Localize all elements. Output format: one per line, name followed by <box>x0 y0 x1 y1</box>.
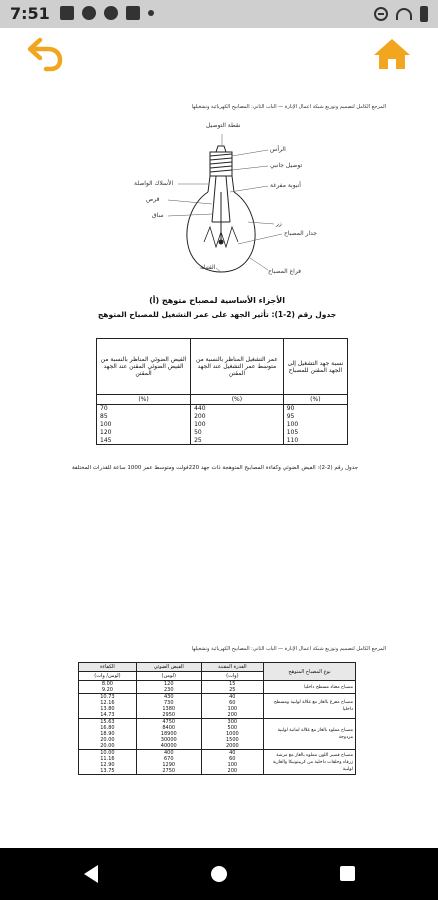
nav-recent-icon[interactable] <box>340 866 355 881</box>
table-row <box>97 437 348 445</box>
table2-header: القدرة المقننة <box>201 663 263 672</box>
status-time: 7:51 <box>10 4 50 23</box>
table1-unit: (%) <box>191 395 284 405</box>
label-tube: أنبوبة مفرغة <box>270 182 301 189</box>
dot-icon <box>148 10 154 16</box>
table-cell: 100 <box>201 762 263 768</box>
table-cell: 670 <box>136 756 201 762</box>
table-cell: 60 <box>201 756 263 762</box>
notification-icons <box>60 6 154 20</box>
table1-header: نسبة جهد التشغيل إلى الجهد المقنن للمصباح <box>283 339 347 395</box>
table-cell: 30000 <box>136 737 201 743</box>
table-cell: 25 <box>201 687 263 694</box>
table1-unit: (%) <box>283 395 347 405</box>
image-icon <box>126 6 140 20</box>
app-bar <box>0 28 438 80</box>
table2-header: الكفاءة <box>79 663 137 672</box>
table-cell: 100 <box>201 706 263 712</box>
table-cell: 430 <box>136 694 201 701</box>
table-cell: 15 <box>201 681 263 688</box>
table-cell: 13.80 <box>79 706 137 712</box>
undo-arrow-icon <box>26 36 66 72</box>
back-button[interactable] <box>26 36 66 72</box>
wifi-icon <box>396 8 412 20</box>
table-cell: 230 <box>136 687 201 694</box>
table-cell: 40 <box>201 750 263 757</box>
table-cell: 120 <box>136 681 201 688</box>
table-row <box>97 413 348 421</box>
label-conductor: توصيل جانبي <box>270 162 303 169</box>
nav-back-icon[interactable] <box>84 865 98 883</box>
label-head: الرأس <box>270 146 286 153</box>
table-cell: 730 <box>136 700 201 706</box>
label-leads: الأسلاك الواصلة <box>134 180 174 187</box>
dnd-icon <box>374 7 388 21</box>
table2-header: نوع المصباح المتوهج <box>264 663 356 681</box>
table-cell: 100 <box>283 421 347 429</box>
settings-icon <box>82 6 96 20</box>
system-icons <box>374 6 428 22</box>
table-cell: 9.20 <box>79 687 137 694</box>
table1-header: عمر التشغيل المناظر بالنسبة من متوسط عمر التشغيل عند الجهد المقنن <box>191 339 284 395</box>
table-cell: 145 <box>97 437 191 445</box>
table-cell: 11.16 <box>79 756 137 762</box>
table-cell: 4750 <box>136 719 201 726</box>
document-page <box>48 96 386 836</box>
table2-caption: جدول رقم (2-2): الفيض الضوئي وكفاءة المصابيح المتوهجة ذات جهد 220فولت ومتوسط عمر 1000 ساعة للقدرات المختلفة <box>71 465 358 471</box>
table-cell: 1500 <box>201 737 263 743</box>
nav-home-icon[interactable] <box>211 866 227 882</box>
battery-icon <box>420 6 428 22</box>
app-icon <box>104 6 118 20</box>
table1-header: الفيض الضوئي المناظر بالنسبة من الفيض الضوئي المقنن عند الجهد المقنن <box>97 339 191 395</box>
table-cell: 20.00 <box>79 737 137 743</box>
table2-unit: (وات) <box>201 672 263 681</box>
table-cell: 2950 <box>136 712 201 719</box>
table-row <box>97 421 348 429</box>
home-button[interactable] <box>372 36 412 72</box>
table-cell: 2750 <box>136 768 201 775</box>
label-stem: ساق <box>152 212 164 219</box>
table2-header: الفيض الضوئي <box>136 663 201 672</box>
table2-unit: (لومن) <box>136 672 201 681</box>
table-row <box>97 405 348 413</box>
table-cell: 1000 <box>201 731 263 737</box>
table-cell: 85 <box>97 413 191 421</box>
lamp-efficacy-table <box>78 662 356 775</box>
system-nav-bar <box>0 848 438 900</box>
table-cell: 200 <box>191 413 284 421</box>
table-cell: 16.80 <box>79 725 137 731</box>
table2-unit: (لومن/ وات) <box>79 672 137 681</box>
table-cell: 200 <box>201 768 263 775</box>
label-button: زر <box>276 220 282 227</box>
table-cell: 110 <box>283 437 347 445</box>
label-cap: نقطة التوصيل <box>206 122 241 129</box>
label-filament: الفتيلة <box>200 264 216 271</box>
status-bar <box>0 0 438 28</box>
table-cell: 40000 <box>136 743 201 750</box>
page-header-2: المرجع الكامل لتصميم وتوزيع شبكة أعمال الإنارة — الباب الثاني: المصابيح الكهربائية وتشغيلها <box>191 646 386 652</box>
table-cell: 20.00 <box>79 743 137 750</box>
table-cell: 400 <box>136 750 201 757</box>
table-cell: 10.00 <box>79 750 137 757</box>
table-cell: 100 <box>191 421 284 429</box>
table-cell: 12.90 <box>79 762 137 768</box>
table-cell: 14.73 <box>79 712 137 719</box>
lamp-type-cell: مصباح مفرغ بالغاز مع غلالة لولبية ومسطح داخليا <box>264 694 356 719</box>
table-row <box>97 429 348 437</box>
media-icon <box>60 6 74 20</box>
label-wall: جدار المصباح <box>284 230 318 237</box>
lamp-type-cell: مصباح مملوء بالغاز مع غلالة لمانية لولبية مزدوجة <box>264 719 356 750</box>
table-cell: 1290 <box>136 762 201 768</box>
table-cell: 13.75 <box>79 768 137 775</box>
table-cell: 120 <box>97 429 191 437</box>
table-cell: 95 <box>283 413 347 421</box>
table1-unit: (%) <box>97 395 191 405</box>
table-cell: 500 <box>201 725 263 731</box>
lamp-figure <box>134 122 318 277</box>
table-cell: 2000 <box>201 743 263 750</box>
table-cell: 300 <box>201 719 263 726</box>
voltage-life-table <box>96 338 348 445</box>
table-cell: 40 <box>201 694 263 701</box>
table-cell: 12.16 <box>79 700 137 706</box>
table1-title: جدول رقم (2-1): تأثير الجهد على عمر التشغيل للمصباح المتوهج <box>97 310 337 319</box>
table-cell: 10.73 <box>79 694 137 701</box>
lamp-type-cell: مصباح معتاد مسطح داخليا <box>264 681 356 694</box>
table-cell: 1380 <box>136 706 201 712</box>
table-cell: 440 <box>191 405 284 413</box>
table-cell: 50 <box>191 429 284 437</box>
table-cell: 8.00 <box>79 681 137 688</box>
table-cell: 105 <box>283 429 347 437</box>
table-cell: 60 <box>201 700 263 706</box>
label-vacuum: فراغ المصباح <box>268 268 302 275</box>
table-cell: 90 <box>283 405 347 413</box>
label-support: قرص <box>146 196 160 203</box>
table-cell: 25 <box>191 437 284 445</box>
table-cell: 70 <box>97 405 191 413</box>
table-cell: 8400 <box>136 725 201 731</box>
page-header: المرجع الكامل لتصميم وتوزيع شبكة أعمال الإنارة — الباب الثاني: المصابيح الكهربائية وتشغيلها <box>191 104 386 110</box>
table-cell: 15.63 <box>79 719 137 726</box>
lamp-type-cell: مصباح قصير اللون مملوء بالغاز مع مرشة زرقاء وحلقات داخلية من كريبتونيكا والغازية لولبية <box>264 750 356 775</box>
table-cell: 18.90 <box>79 731 137 737</box>
table-cell: 100 <box>97 421 191 429</box>
home-icon <box>372 36 412 72</box>
table-cell: 200 <box>201 712 263 719</box>
figure-caption: (أ) الأجزاء الأساسية لمصباح متوهج <box>149 296 285 305</box>
table-cell: 18900 <box>136 731 201 737</box>
